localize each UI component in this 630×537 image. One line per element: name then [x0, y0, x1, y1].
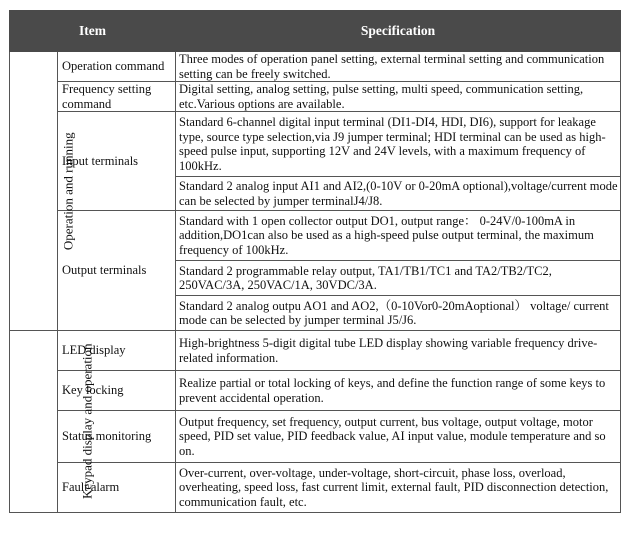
spec-cell: Standard 2 analog outpu AO1 and AO2,（0-10Vor0-20mAoptional） voltage/ current mode can be selected by jumper terminal J5/J6.	[176, 296, 621, 331]
table-row	[10, 82, 621, 112]
category-label: Keypad display and operation	[79, 343, 95, 500]
category-label: Operation and running	[60, 132, 76, 250]
spec-cell: Standard 2 programmable relay output, TA1/TB1/TC1 and TA2/TB2/TC2, 250VAC/3A, 250VAC/1A, 30VDC/3A.	[176, 261, 621, 296]
item-cell: Status monitoring	[58, 411, 176, 463]
spec-cell: Realize partial or total locking of keys, and define the function range of some keys to prevent accidental operation.	[176, 371, 621, 411]
spec-cell: Three modes of operation panel setting, external terminal setting and communication setting can be freely switched.	[176, 52, 621, 82]
item-cell: LED display	[58, 331, 176, 371]
category-operation-running	[10, 52, 76, 331]
spec-cell: High-brightness 5-digit digital tube LED display showing variable frequency drive-related information.	[176, 331, 621, 371]
spec-cell: Output frequency, set frequency, output current, bus voltage, output voltage, motor speed, PID set value, PID feedback value, AI input value, module temperature and so on.	[176, 411, 621, 463]
spec-cell: Standard 6-channel digital input terminal (DI1-DI4, HDI, DI6), support for leakage type, source type selection,via J9 jumper terminal; HDI terminal can be used as high-speed pulse input, supporting 12V and 24V levels, with a maximum frequency of 100kHz.	[176, 112, 621, 177]
header-specification: Specification	[176, 11, 621, 52]
table-row	[10, 112, 621, 177]
table-row	[10, 331, 621, 371]
table-row	[10, 371, 621, 411]
header-item: Item	[10, 11, 176, 52]
spec-cell: Standard with 1 open collector output DO1, output range： 0-24V/0-100mA in addition,DO1can also be used as a high-speed pulse output terminal, the maximum frequency of 100kHz.	[176, 211, 621, 261]
table-row	[10, 463, 621, 513]
spec-cell: Over-current, over-voltage, under-voltage, short-circuit, phase loss, overload, overheating, speed loss, fast current limit, external fault, PID disconnection detection, communication fault, etc.	[176, 463, 621, 513]
item-cell: Input terminals	[58, 112, 176, 211]
spec-table	[9, 10, 621, 513]
header-row	[10, 11, 621, 52]
table-row	[10, 411, 621, 463]
table-row	[10, 211, 621, 261]
item-cell: Operation command	[58, 52, 176, 82]
spec-cell: Standard 2 analog input AI1 and AI2,(0-10V or 0-20mA optional),voltage/current mode can be selected by jumper terminalJ4/J8.	[176, 177, 621, 211]
item-cell: Fault alarm	[58, 463, 176, 513]
item-cell: Output terminals	[58, 211, 176, 331]
spec-cell: Digital setting, analog setting, pulse setting, multi speed, communication setting, etc.Various options are available.	[176, 82, 621, 112]
table-row	[10, 52, 621, 82]
item-cell: Key locking	[58, 371, 176, 411]
item-cell: Frequency setting command	[58, 82, 176, 112]
